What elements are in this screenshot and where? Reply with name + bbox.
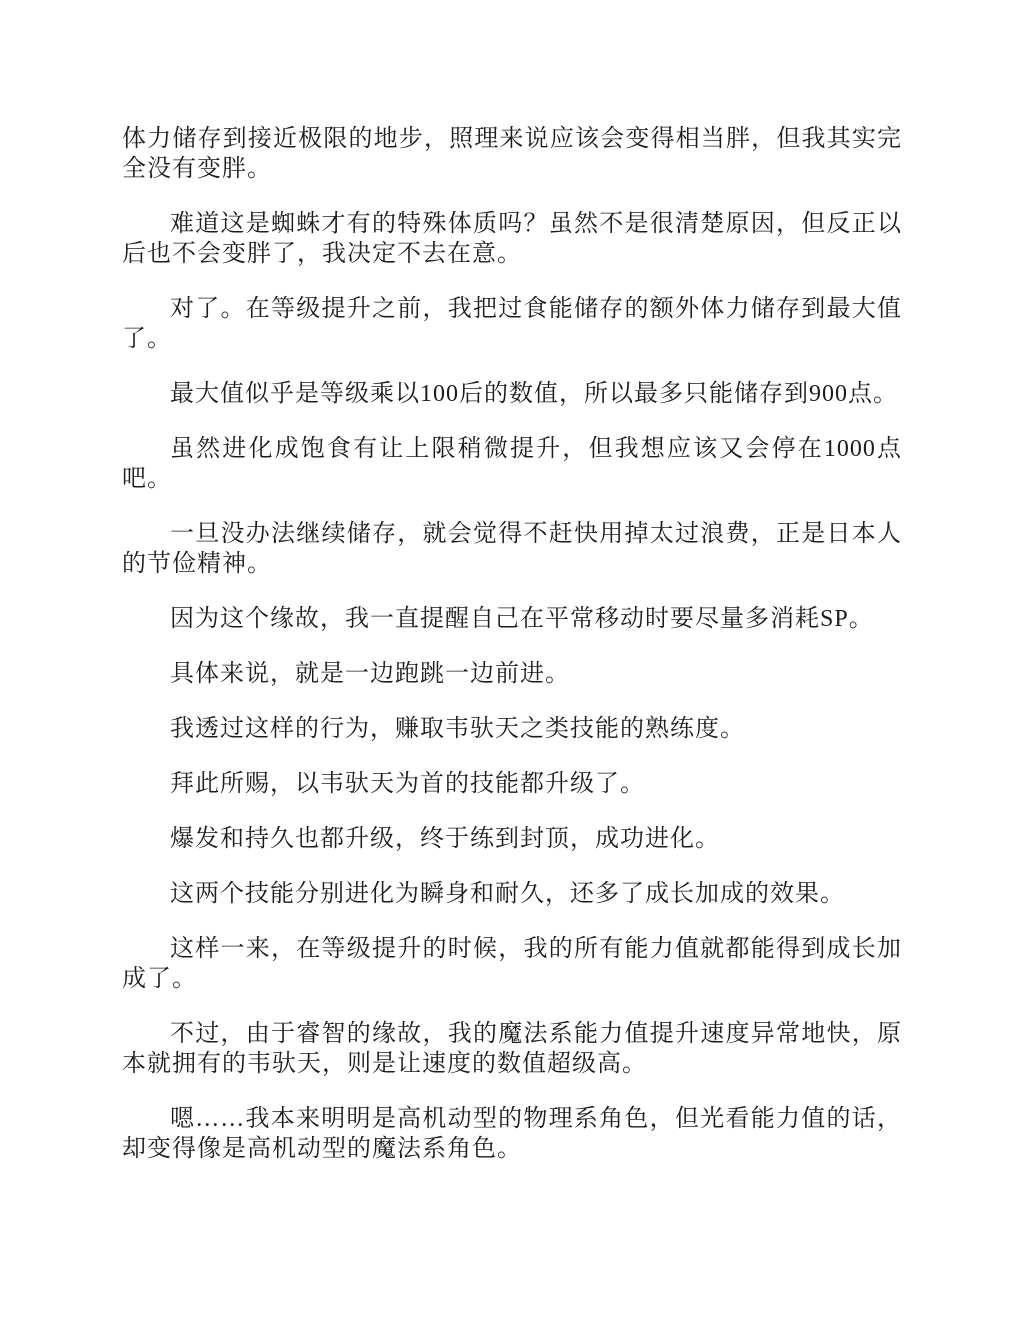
paragraph: 一旦没办法继续储存，就会觉得不赶快用掉太过浪费，正是日本人的节俭精神。 (122, 521, 902, 577)
paragraph: 这两个技能分别进化为瞬身和耐久，还多了成长加成的效果。 (170, 881, 845, 907)
paragraph: 虽然进化成饱食有让上限稍微提升，但我想应该又会停在1000点吧。 (122, 436, 902, 492)
paragraph: 具体来说，就是一边跑跳一边前进。 (170, 661, 570, 687)
paragraph: 爆发和持久也都升级，终于练到封顶，成功进化。 (170, 826, 720, 852)
paragraph: 嗯……我本来明明是高机动型的物理系角色，但光看能力值的话，却变得像是高机动型的魔法系角色。 (122, 1106, 902, 1162)
paragraph: 拜此所赐，以韦驮天为首的技能都升级了。 (170, 771, 645, 797)
paragraph: 不过，由于睿智的缘故，我的魔法系能力值提升速度异常地快，原本就拥有的韦驮天，则是让速度的数值超级高。 (122, 1021, 902, 1077)
paragraph: 这样一来，在等级提升的时候，我的所有能力值就都能得到成长加成了。 (122, 936, 902, 992)
paragraph: 最大值似乎是等级乘以100后的数值，所以最多只能储存到900点。 (170, 381, 898, 407)
paragraph: 我透过这样的行为，赚取韦驮天之类技能的熟练度。 (170, 716, 745, 742)
paragraph: 对了。在等级提升之前，我把过食能储存的额外体力储存到最大值了。 (122, 296, 902, 352)
paragraph: 因为这个缘故，我一直提醒自己在平常移动时要尽量多消耗SP。 (170, 606, 874, 632)
paragraph: 难道这是蜘蛛才有的特殊体质吗？虽然不是很清楚原因，但反正以后也不会变胖了，我决定不去在意。 (122, 211, 902, 267)
paragraph: 体力储存到接近极限的地步，照理来说应该会变得相当胖，但我其实完全没有变胖。 (122, 126, 902, 182)
